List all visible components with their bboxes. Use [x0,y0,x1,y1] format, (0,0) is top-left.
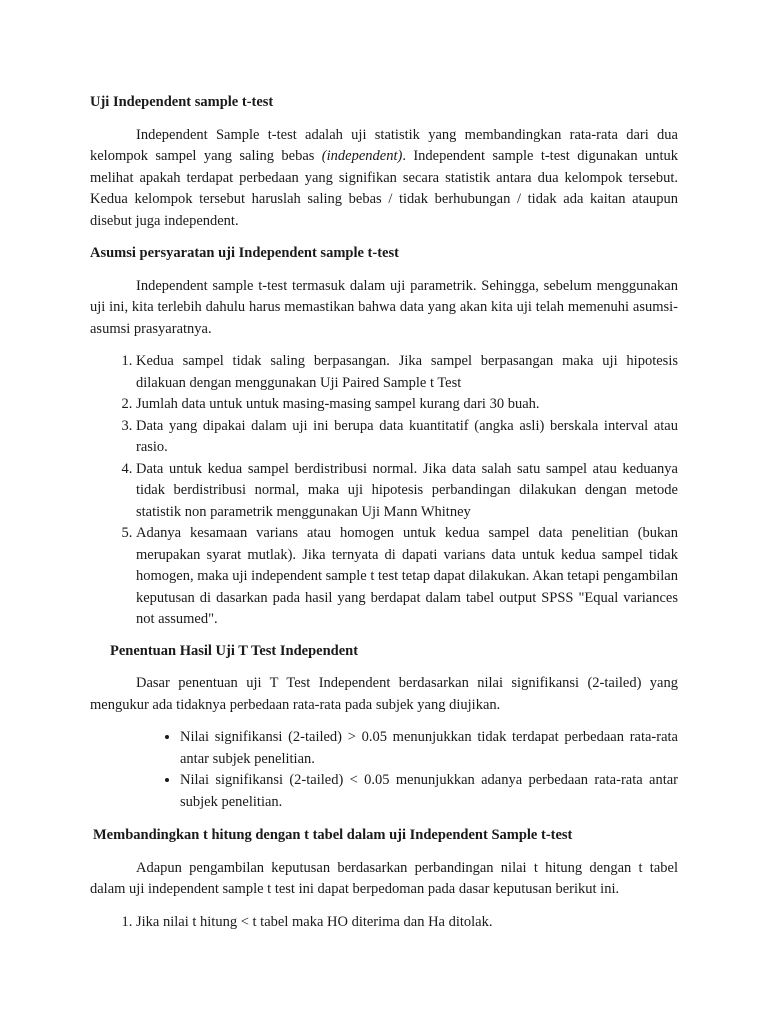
paragraph-t-hitung: Adapun pengambilan keputusan berdasarkan perbandingan nilai t hitung dengan t tabel dalam uji independent sample t test ini dapat berpedoman pada dasar keputusan berikut ini. [90,859,678,897]
list-item: 1. Jika nilai t hitung < t tabel maka HO diterima dan Ha ditolak. [136,912,678,934]
list-item: 2. Jumlah data untuk untuk masing-masing sampel kurang dari 30 buah. [136,394,678,416]
paragraph-definition [90,125,678,233]
list-item: • Nilai signifikansi (2-tailed) > 0.05 menunjukkan tidak terdapat perbedaan rata-rata antar subjek penelitian. [180,727,678,770]
list-item: 3. Data yang dipakai dalam uji ini berupa data kuantitatif (angka asli) berskala interval atau rasio. [136,416,678,459]
paragraph-definition-part2: . Independent sample t-test digunakan untuk melihat apakah terdapat perbedaan yang signifikan secara statistik antara dua kelompok tersebut. Kedua kelompok tersebut haruslah saling bebas / tidak berhubungan / tidak ada kaitan ataupun disebut juga independent. [90,148,678,229]
paragraph-asumsi: Independent sample t-test termasuk dalam uji parametrik. Sehingga, sebelum menggunakan uji ini, kita terlebih dahulu harus memastikan bahwa data yang akan kita uji telah memenuhi asumsi-asumsi prasyaratnya. [90,277,678,337]
list-item: 4. Data untuk kedua sampel berdistribusi normal. Jika data salah satu sampel atau keduanya tidak berdistribusi normal, maka uji hipotesis perbandingan dilakukan dengan metode statistik non parametrik menggunakan Uji Mann Whitney [136,459,678,524]
section-heading-independent-sample: Uji Independent sample t-test [90,94,274,110]
signifikansi-bullet-list [90,727,678,813]
list-item: 1. Kedua sampel tidak saling berpasangan. Jika sampel berpasangan maka uji hipotesis dilakuan dengan menggunakan Uji Paired Sample t Test [136,351,678,394]
keputusan-list [90,912,678,934]
paragraph-definition-part1: Independent Sample t-test adalah uji statistik yang membandingkan rata-rata dari dua kelompok sampel yang saling bebas [90,126,678,164]
section-heading-penentuan-hasil: Penentuan Hasil Uji T Test Independent [110,642,359,659]
list-item: • Nilai signifikansi (2-tailed) < 0.05 menunjukkan adanya perbedaan rata-rata antar subjek penelitian. [180,770,678,813]
paragraph-definition-italic: (independent) [321,148,403,164]
paragraph-penentuan: Dasar penentuan uji T Test Independent berdasarkan nilai signifikansi (2-tailed) yang mengukur ada tidaknya perbedaan rata-rata pada subjek yang diujikan. [90,675,678,713]
asumsi-list [90,351,678,631]
section-heading-t-hitung: Membandingkan t hitung dengan t tabel dalam uji Independent Sample t-test [93,827,573,843]
section-heading-asumsi: Asumsi persyaratan uji Independent sample t-test [90,245,399,261]
list-item: 5. Adanya kesamaan varians atau homogen untuk kedua sampel data penelitian (bukan merupakan syarat mutlak). Jika ternyata di dapati varians data untuk kedua sampel tidak homogen, maka uji independent sample t test tetap dapat dilakukan. Akan tetapi pengambilan keputusan di dasarkan pada hasil yang berdapat dalam tabel output SPSS "Equal variances not assumed". [136,523,678,631]
document-page [90,92,678,933]
